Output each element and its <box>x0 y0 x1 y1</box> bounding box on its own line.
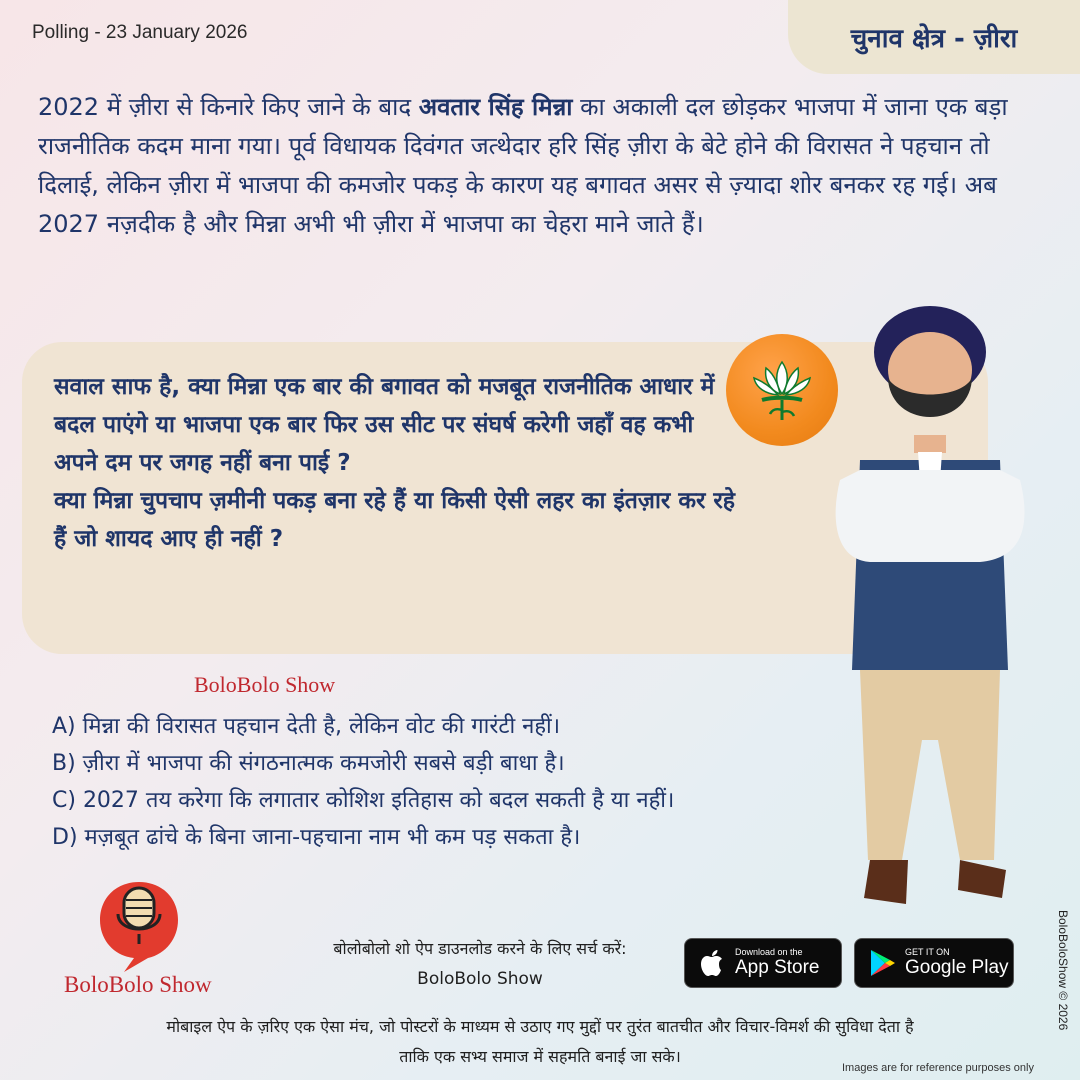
play-label: Google Play <box>905 957 1009 978</box>
question-line-1: सवाल साफ है, क्या मिन्ना एक बार की बगावत को मजबूत राजनीतिक आधार में बदल पाएंगे या भाजपा एक बार फिर उस सीट पर संघर्ष करेगी जहाँ वह कभी अपने दम पर जगह नहीं बना पाई ? <box>54 374 715 476</box>
question-text <box>54 368 744 558</box>
apple-icon <box>695 945 731 981</box>
polling-date: Polling - 23 January 2026 <box>32 22 248 43</box>
option-b: B) ज़ीरा में भाजपा की संगठनात्मक कमजोरी सबसे बड़ी बाधा है। <box>52 751 565 776</box>
intro-part-1: 2022 में ज़ीरा से किनारे किए जाने के बाद <box>38 93 419 121</box>
option-d: D) मज़बूत ढांचे के बिना जाना-पहचाना नाम भी कम पड़ सकता है। <box>52 825 581 850</box>
footer-line-2: ताकि एक सभ्य समाज में सहमति बनाई जा सके। <box>399 1047 681 1066</box>
option-a: A) मिन्ना की विरासत पहचान देती है, लेकिन वोट की गारंटी नहीं। <box>52 714 561 739</box>
question-line-2: क्या मिन्ना चुपचाप ज़मीनी पकड़ बना रहे हैं या किसी ऐसी लहर का इंतज़ार कर रहे हैं जो शायद आए ही नहीं ? <box>54 488 736 552</box>
brand-name-bottom: BoloBolo Show <box>64 972 212 997</box>
play-store-icon <box>865 946 899 980</box>
footer-line-1: मोबाइल ऐप के ज़रिए एक ऐसा मंच, जो पोस्टरों के माध्यम से उठाए गए मुद्दों पर तुरंत बातचीत और विचार-विमर्श की सुविधा देता है <box>166 1017 914 1036</box>
constituency-tab <box>788 0 1080 74</box>
intro-part-2: का अकाली दल छोड़कर भाजपा में जाना एक बड़ा राजनीतिक कदम माना गया। पूर्व विधायक दिवंगत जत्थेदार हरि सिंह ज़ीरा के बेटे होने की विरासत ने पहचान तो दिलाई, लेकिन ज़ीरा में भाजपा की कमजोर पकड़ के कारण यह बगावत असर से ज़्यादा शोर बनकर रह गई। अब 2027 नज़दीक है और मिन्ना अभी भी ज़ीरा में भाजपा का चेहरा माने जाते हैं। <box>38 93 1008 238</box>
intro-paragraph <box>38 88 1038 244</box>
copyright-text: BoloBoloShow © 2026 <box>1056 910 1070 1031</box>
app-store-small-label: Download on the <box>735 947 803 957</box>
copyright-vertical <box>1056 910 1070 1046</box>
play-small-label: GET IT ON <box>905 947 950 957</box>
app-store-label: App Store <box>735 957 820 978</box>
politician-illustration <box>830 300 1040 920</box>
app-store-button[interactable] <box>684 938 842 988</box>
google-play-button[interactable] <box>854 938 1014 988</box>
options-list <box>52 708 852 856</box>
intro-bold-name: अवतार सिंह मिन्ना <box>418 93 573 121</box>
constituency-label: चुनाव क्षेत्र - ज़ीरा <box>850 24 1018 54</box>
brand-name-mid: BoloBolo Show <box>194 672 336 697</box>
lotus-icon <box>726 334 838 446</box>
disclaimer: Images are for reference purposes only <box>842 1062 1034 1074</box>
microphone-icon <box>96 878 182 974</box>
download-instruction: बोलोबोलो शो ऐप डाउनलोड करने के लिए सर्च करें: <box>333 939 627 958</box>
download-prompt <box>290 934 670 994</box>
option-c: C) 2027 तय करेगा कि लगातार कोशिश इतिहास को बदल सकती है या नहीं। <box>52 788 675 813</box>
download-app-name: BoloBolo Show <box>417 969 543 989</box>
